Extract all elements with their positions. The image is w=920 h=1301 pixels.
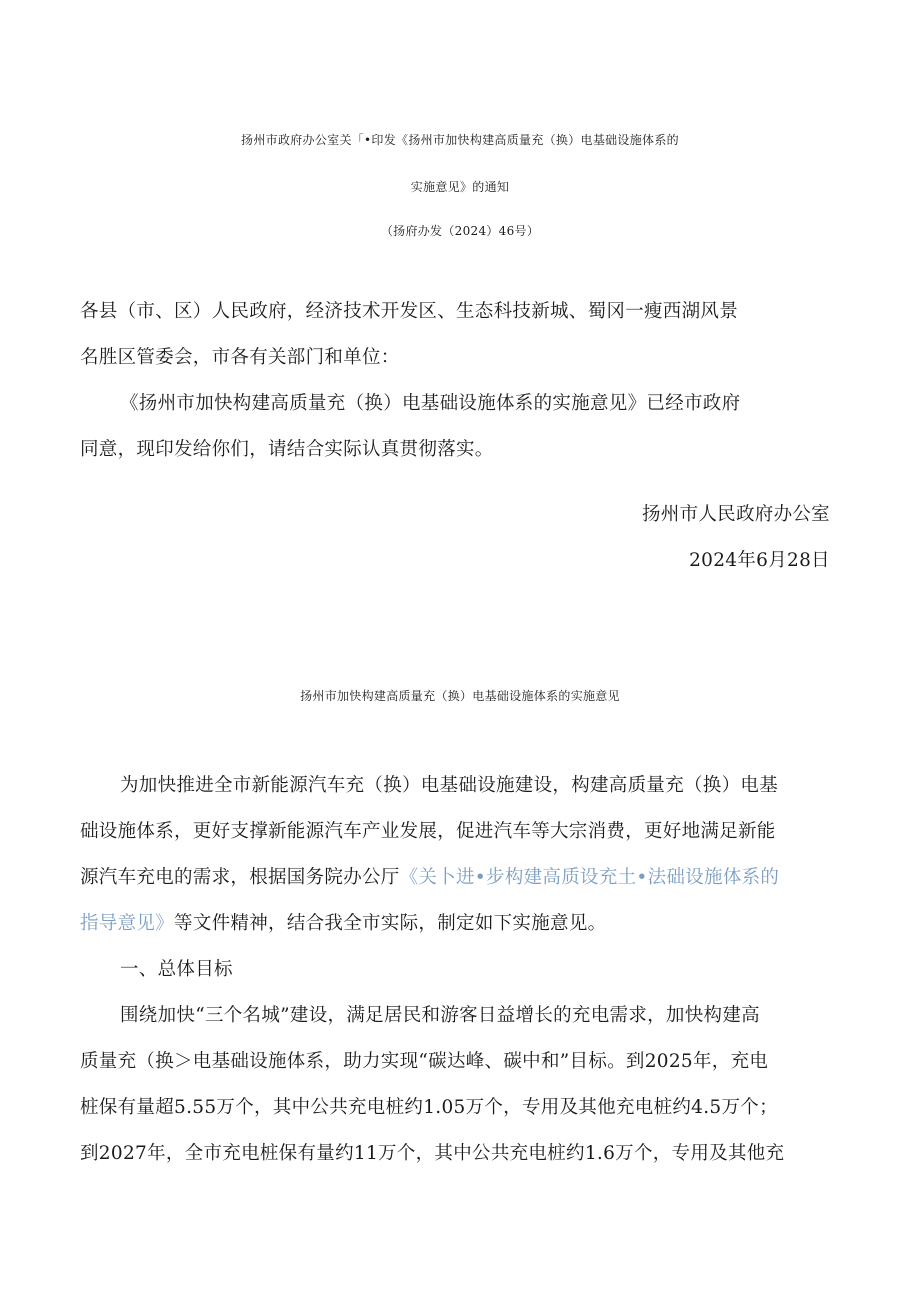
opinion-intro-line1: 为加快推进全市新能源汽车充（换）电基础设施建设，构建高质量充（换）电基 xyxy=(120,775,779,796)
opinion-intro-line3 xyxy=(80,866,779,890)
notice-signature: 扬州市人民政府办公室 xyxy=(641,504,830,525)
notice-recipients-line1: 各县（市、区）人民政府，经济技术开发区、生态科技新城、蜀冈一瘦西湖风景 xyxy=(80,301,739,322)
opinion-title: 扬州市加快构建高质量充（换）电基础设施体系的实施意见 xyxy=(300,689,620,703)
section1-line2: 质量充（换＞电基础设施体系，助力实现“碳达峰、碳中和”目标。到2025年，充电 xyxy=(80,1051,769,1072)
opinion-intro-line4 xyxy=(80,912,606,936)
intro-line3-text: 源汽车充电的需求，根据国务院办公厅 xyxy=(80,867,400,888)
notice-body-line1: 《扬州市加快构建高质量充（换）电基础设施体系的实施意见》已经市政府 xyxy=(120,393,741,414)
intro-line4-text: 等文件精神，结合我全市实际，制定如下实施意见。 xyxy=(174,913,607,934)
section1-line4: 到2027年，全市充电桩保有量约11万个，其中公共充电桩约1.6万个，专用及其他充 xyxy=(80,1143,785,1164)
notice-doc-number: （扬府办发（2024）46号） xyxy=(380,224,540,238)
section1-heading: 一、总体目标 xyxy=(120,959,233,980)
policy-reference-link-continued[interactable]: 指导意见》 xyxy=(80,913,175,934)
notice-body-line2: 同意，现印发给你们，请结合实际认真贯彻落实。 xyxy=(80,439,494,460)
notice-date: 2024年6月28日 xyxy=(689,550,830,571)
section1-line1: 围绕加快“三个名城”建设，满足居民和游客日益增长的充电需求，加快构建高 xyxy=(120,1005,760,1026)
notice-title-line1: 扬州市政府办公室关「•印发《扬州市加快构建高质量充（换）电基础设施体系的 xyxy=(241,133,679,147)
section1-line3: 桩保有量超5.55万个，其中公共充电桩约1.05万个，专用及其他充电桩约4.5万个； xyxy=(80,1097,778,1118)
opinion-intro-line2: 础设施体系，更好支撑新能源汽车产业发展，促进汽车等大宗消费，更好地满足新能 xyxy=(80,821,776,842)
policy-reference-link[interactable]: 《关卜进•步构建高质设充土•法础设施体系的 xyxy=(399,867,780,888)
notice-title-line2: 实施意见》的通知 xyxy=(410,180,510,194)
notice-recipients-line2: 名胜区管委会，市各有关部门和单位： xyxy=(80,347,400,368)
